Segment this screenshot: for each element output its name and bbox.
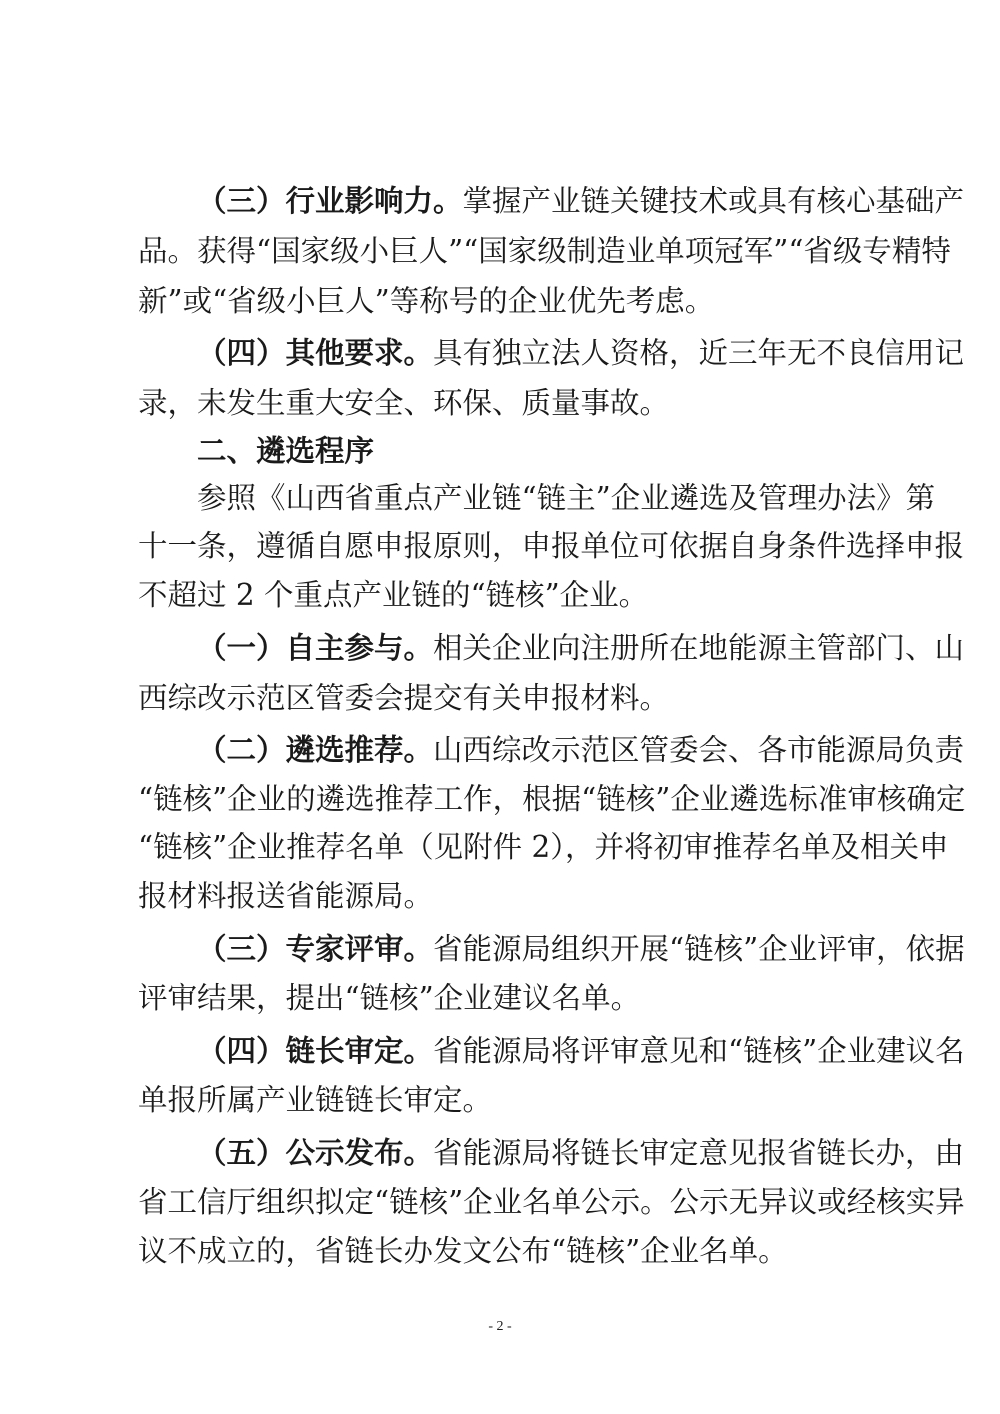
paragraph-line [197,730,965,770]
paragraph-line: 新”或“省级小巨人”等称号的企业优先考虑。 [138,284,715,318]
paragraph-line: 议不成立的，省链长办发文公布“链核”企业名单。 [138,1234,788,1268]
clause-lead: （一）自主参与。 [197,631,434,665]
clause-text: 相关企业向注册所在地能源主管部门、山 [433,631,965,665]
paragraph-line: 品。获得“国家级小巨人”“国家级制造业单项冠军”“省级专精特 [138,234,951,268]
paragraph-line [197,1031,965,1071]
clause-text: 具有独立法人资格，近三年无不良信用记 [433,336,965,370]
paragraph-line: 单报所属产业链链长审定。 [138,1083,493,1117]
paragraph-line: 评审结果，提出“链核”企业建议名单。 [138,981,641,1015]
paragraph-line: 录，未发生重大安全、环保、质量事故。 [138,386,670,420]
clause-text: 掌握产业链关键技术或具有核心基础产 [462,184,965,218]
clause-text: 山西综改示范区管委会、各市能源局负责 [433,733,965,767]
section-heading: 二、遴选程序 [197,434,375,468]
paragraph-line: “链核”企业的遴选推荐工作，根据“链核”企业遴选标准审核确定 [138,782,966,816]
clause-text: 省能源局将评审意见和“链核”企业建议名 [433,1034,965,1068]
clause-lead: （二）遴选推荐。 [197,733,434,767]
clause-lead: （五）公示发布。 [197,1136,434,1170]
clause-lead: （四）链长审定。 [197,1034,434,1068]
paragraph-line: 报材料报送省能源局。 [138,879,434,913]
paragraph-line: 省工信厅组织拟定“链核”企业名单公示。公示无异议或经核实异 [138,1185,965,1219]
paragraph-line [197,628,965,668]
paragraph-line [197,181,965,221]
paragraph-line [197,1133,965,1173]
clause-text: 省能源局组织开展“链核”企业评审，依据 [433,932,965,966]
paragraph-line: 参照《山西省重点产业链“链主”企业遴选及管理办法》第 [197,481,936,515]
paragraph-line [197,929,965,969]
clause-lead: （三）专家评审。 [197,932,434,966]
paragraph-line: 不超过 2 个重点产业链的“链核”企业。 [138,578,649,612]
page-number: - 2 - [488,1319,512,1334]
paragraph-line: 十一条，遵循自愿申报原则，申报单位可依据自身条件选择申报 [138,529,965,563]
clause-lead: （四）其他要求。 [197,336,434,370]
clause-text: 省能源局将链长审定意见报省链长办，由 [433,1136,965,1170]
paragraph-line: 西综改示范区管委会提交有关申报材料。 [138,681,670,715]
paragraph-line [197,333,965,373]
clause-lead: （三）行业影响力。 [197,184,463,218]
paragraph-line: “链核”企业推荐名单（见附件 2），并将初审推荐名单及相关申 [138,830,949,864]
